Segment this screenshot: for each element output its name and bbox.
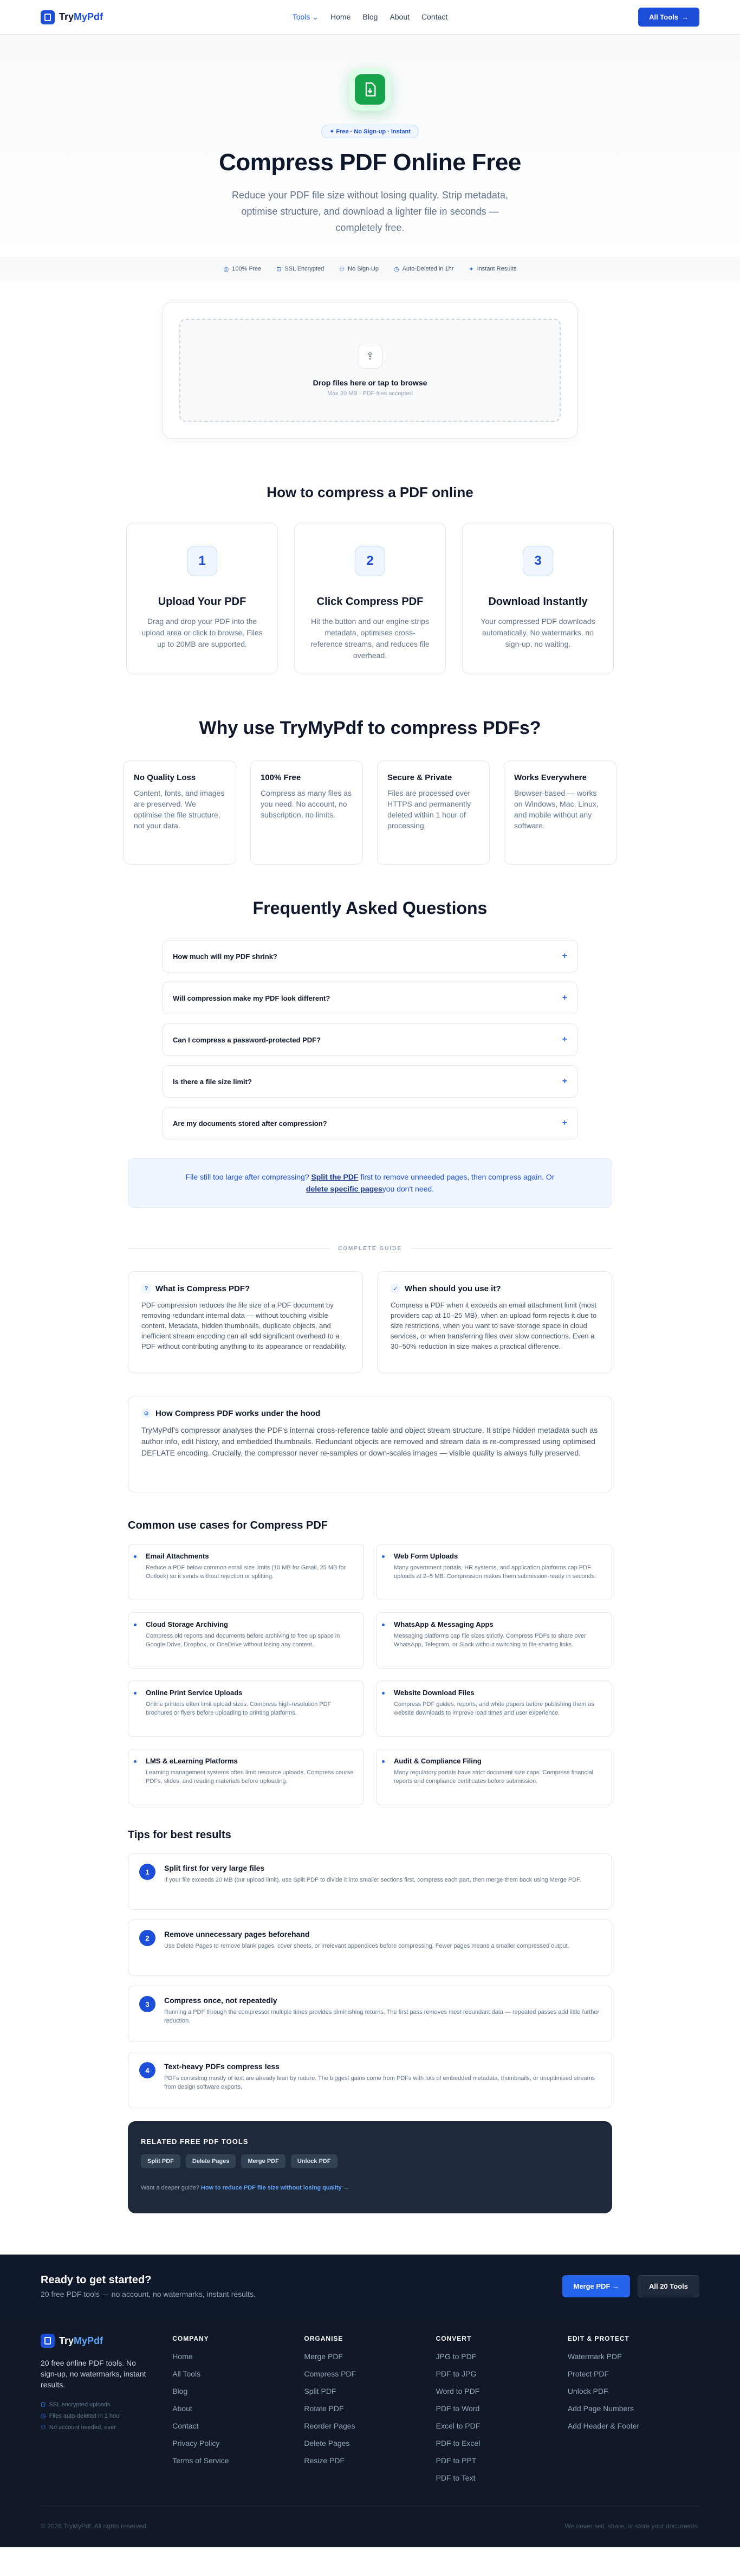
feature-card	[377, 761, 490, 865]
logo-text: TryMyPdf	[59, 11, 103, 22]
guide-label: COMPLETE GUIDE	[128, 1246, 612, 1252]
related-chips	[141, 2154, 599, 2168]
plus-icon: +	[562, 951, 567, 961]
plus-icon: +	[562, 1035, 567, 1044]
split-pdf-link[interactable]: Split the PDF	[311, 1173, 359, 1181]
question-icon: ?	[141, 1284, 151, 1293]
arrow-right-icon: →	[681, 13, 689, 21]
compress-pdf-icon	[349, 68, 391, 111]
dropzone-title: Drop files here or tap to browse	[313, 378, 427, 387]
clock-icon: ◷	[41, 2413, 46, 2419]
logo-icon	[41, 10, 55, 24]
footer-col-edit: EDIT & PROTECT Watermark PDF Protect PDF Unlock PDF Add Page Numbers Add Header & Footer	[568, 2334, 699, 2491]
tip-card: 2 Remove unnecessary pages beforehand Use Delete Pages to remove blank pages, cover sheets, or irrelevant appendices before compressing. Fewer pages means a smaller compressed output.	[128, 1920, 612, 1976]
faq-title: Frequently Asked Questions	[252, 898, 488, 918]
site-logo[interactable]	[41, 10, 103, 24]
use-case-card: Online Print Service Uploads Online printers often limit upload sizes. Compress high-resolution PDF brochures or flyers before uploading to printing platforms.	[128, 1680, 364, 1737]
tip-number: 1	[139, 1864, 155, 1880]
footer-link[interactable]: Terms of Service	[172, 2456, 229, 2465]
faq-item[interactable]: Is there a file size limit? +	[163, 1065, 577, 1098]
footer-link[interactable]: PDF to PPT	[436, 2456, 477, 2465]
faq-item[interactable]: Will compression make my PDF look different? +	[163, 982, 577, 1014]
footer-link[interactable]: Blog	[172, 2387, 188, 2395]
feature-title: Secure & Private	[387, 773, 452, 782]
features	[0, 761, 740, 865]
tips-list	[128, 1853, 612, 2108]
guide-columns	[128, 1271, 612, 1373]
merge-pdf-button[interactable]: Merge PDF →	[562, 2275, 630, 2297]
dropzone-hint: Max 20 MB · PDF files accepted	[327, 390, 413, 397]
gear-icon: ⚙	[141, 1408, 151, 1418]
when-card: ✓ When should you use it? Compress a PDF when it exceeds an email attachment limit (most providers cap at 10–25 MB), when an upload form rejects it due to size restrictions, when you want to save storage space in cloud services, or when transferring files over slow connections. Even a 30–50% reduction in size makes a practical difference.	[377, 1271, 612, 1373]
footer-link[interactable]: Delete Pages	[304, 2439, 350, 2448]
file-dropzone[interactable]	[179, 319, 561, 422]
hero	[0, 35, 740, 257]
use-case-card: LMS & eLearning Platforms Learning management systems often limit resource uploads. Compress course PDFs, slides, and reading materials before uploading.	[128, 1749, 364, 1805]
check-icon: ◎	[223, 266, 229, 273]
use-cases	[128, 1544, 612, 1805]
faq-list	[163, 940, 577, 1139]
lock-icon: ⊡	[276, 266, 282, 273]
step-text: Drag and drop your PDF into the upload area or click to browse. Files up to 20MB are supported.	[141, 617, 263, 648]
use-case-card: Email Attachments Reduce a PDF below common email size limits (10 MB for Gmail, 25 MB for Outlook) so it sends without rejection or splitting.	[128, 1544, 364, 1600]
feature-title: Works Everywhere	[514, 773, 587, 782]
use-case-card: WhatsApp & Messaging Apps Messaging platforms cap file sizes strictly. Compress PDFs to share over WhatsApp, Telegram, or Slack without switching to file-sharing links.	[376, 1612, 612, 1669]
trust-instant: ✦ Instant Results	[469, 266, 517, 273]
footer-link[interactable]: PDF to Word	[436, 2404, 480, 2413]
bolt-icon: ✦	[469, 266, 474, 273]
footer-link[interactable]: Excel to PDF	[436, 2422, 481, 2430]
feature-card	[124, 761, 236, 865]
faq-item[interactable]: Are my documents stored after compression? +	[163, 1107, 577, 1139]
footer-link[interactable]: Rotate PDF	[304, 2404, 344, 2413]
step-number: 2	[355, 546, 385, 576]
footer-link[interactable]: PDF to JPG	[436, 2369, 477, 2378]
copyright: © 2026 TryMyPdf. All rights reserved.	[41, 2522, 148, 2530]
footer-link[interactable]: Split PDF	[304, 2387, 336, 2395]
feature-text: Compress as many files as you need. No account, no subscription, no limits.	[261, 789, 352, 819]
step-number: 3	[523, 546, 553, 576]
tip-number: 4	[139, 2062, 155, 2078]
plus-icon: +	[562, 993, 567, 1002]
footer-link[interactable]: Resize PDF	[304, 2456, 345, 2465]
user-icon: ⚇	[339, 266, 345, 273]
hero-subtitle: Reduce your PDF file size without losing quality. Strip metadata, optimise structure, and download a lighter file in seconds — completely free.	[232, 190, 508, 233]
feature-title: No Quality Loss	[134, 773, 196, 782]
footer-link[interactable]: Privacy Policy	[172, 2439, 220, 2448]
trust-signup: ⚇ No Sign-Up	[339, 266, 379, 273]
footer-link[interactable]: Watermark PDF	[567, 2352, 622, 2361]
privacy-note: We never sell, share, or store your documents.	[564, 2522, 699, 2530]
delete-pages-link[interactable]: delete specific pages	[306, 1184, 382, 1193]
related-title: RELATED FREE PDF TOOLS	[141, 2137, 249, 2146]
plus-icon: +	[562, 1077, 567, 1086]
steps	[0, 523, 740, 674]
feature-text: Content, fonts, and images are preserved. We optimise the file structure, not your data.	[134, 789, 225, 830]
tip-card: 4 Text-heavy PDFs compress less PDFs consisting mostly of text are already lean by nature. The biggest gains come from PDFs with lots of embedded metadata, thumbnails, or unoptimised streams from design software exports.	[128, 2052, 612, 2108]
check-icon: ✓	[391, 1284, 400, 1293]
step-title: Click Compress PDF	[316, 596, 424, 608]
cta-banner	[0, 2255, 740, 2317]
tip-card: 3 Compress once, not repeatedly Running a PDF through the compressor multiple times provides diminishing returns. The first pass removes most redundant data — repeated passes add little further reduction.	[128, 1986, 612, 2042]
footer-link[interactable]: PDF to Text	[436, 2474, 476, 2482]
why-title: Why use TryMyPdf to compress PDFs?	[199, 718, 541, 738]
footer-link[interactable]: All Tools	[172, 2369, 201, 2378]
nav-tools[interactable]: Tools ⌄	[292, 12, 319, 21]
footer-link[interactable]: Add Header & Footer	[567, 2422, 640, 2430]
feature-text: Browser-based — works on Windows, Mac, Linux, and mobile without any software.	[514, 789, 599, 830]
chip-split-pdf[interactable]: Split PDF	[141, 2154, 180, 2168]
nav-home[interactable]: Home	[330, 12, 351, 21]
step-title: Download Instantly	[488, 596, 588, 608]
footer-link[interactable]: Word to PDF	[436, 2387, 480, 2395]
use-case-card: Audit & Compliance Filing Many regulatory portals have strict document size caps. Compress financial reports and compliance certificates before submission.	[376, 1749, 612, 1805]
footer-link[interactable]: About	[172, 2404, 192, 2413]
site-header	[0, 0, 740, 35]
trust-ssl: ⊡ SSL Encrypted	[276, 266, 324, 273]
chip-delete-pages[interactable]: Delete Pages	[186, 2154, 236, 2168]
page-title: Compress PDF Online Free	[219, 149, 521, 176]
step-card	[294, 523, 446, 674]
footer-link[interactable]: Contact	[172, 2422, 199, 2430]
related-tools: RELATED FREE PDF TOOLS Split PDF Delete Pages Merge PDF Unlock PDF Want a deeper guide? How to reduce PDF file size without losing quality →	[128, 2121, 612, 2213]
trust-free: ◎ 100% Free	[223, 266, 262, 273]
step-text: Your compressed PDF downloads automatically. No watermarks, no sign-up, no waiting.	[481, 617, 595, 648]
clock-icon: ◷	[393, 266, 399, 273]
chip-unlock-pdf[interactable]: Unlock PDF	[291, 2154, 337, 2168]
footer-link[interactable]: Unlock PDF	[567, 2387, 608, 2395]
nav-contact[interactable]: Contact	[421, 12, 448, 21]
main-nav	[293, 12, 448, 22]
footer-link[interactable]: Merge PDF	[304, 2352, 343, 2361]
step-card	[462, 523, 614, 674]
cta-title: Ready to get started?	[41, 2274, 152, 2286]
faq-item[interactable]: How much will my PDF shrink? +	[163, 940, 577, 973]
site-footer	[0, 2317, 740, 2547]
footer-link[interactable]: Compress PDF	[304, 2369, 356, 2378]
footer-logo[interactable]: TryMyPdf	[41, 2334, 172, 2348]
tip-number: 2	[139, 1930, 155, 1946]
trust-deleted: ◷ Auto-Deleted in 1hr	[393, 266, 454, 273]
trust-bar	[0, 257, 740, 280]
plus-icon: +	[562, 1118, 567, 1128]
upload-icon: ⇪	[358, 344, 382, 369]
step-text: Hit the button and our engine strips metadata, optimises cross-reference streams, and reduces file overhead.	[310, 617, 430, 660]
cta-subtitle: 20 free PDF tools — no account, no watermarks, instant results.	[41, 2289, 256, 2298]
all-tools-cta-button[interactable]: All 20 Tools	[638, 2275, 699, 2297]
footer-badges: ⊡ SSL encrypted uploads ◷ Files auto-deleted in 1 hour ⚇ No account needed, ever	[41, 2401, 121, 2431]
faq-item[interactable]: Can I compress a password-protected PDF? +	[163, 1023, 577, 1056]
chip-merge-pdf[interactable]: Merge PDF	[241, 2154, 285, 2168]
footer-bottom	[41, 2506, 699, 2530]
step-title: Upload Your PDF	[158, 596, 246, 608]
footer-col-organise: ORGANISE Merge PDF Compress PDF Split PDF Rotate PDF Reorder Pages Delete Pages Resize PDF	[304, 2334, 436, 2491]
deeper-guide-link[interactable]: How to reduce PDF file size without losing quality →	[200, 2185, 349, 2191]
feature-card	[250, 761, 363, 865]
footer-link[interactable]: PDF to Excel	[436, 2439, 481, 2448]
what-card: ? What is Compress PDF? PDF compression reduces the file size of a PDF document by removing redundant internal data — without touching visible content. Metadata, hidden thumbnails, duplicate objects, and inefficient stream encoding can all add significant overhead to a PDF without contributing anything to its appearance or readability.	[128, 1271, 363, 1373]
footer-description: 20 free online PDF tools. No sign-up, no watermarks, instant results.	[41, 2359, 146, 2389]
under-the-hood-card: ⚙ How Compress PDF works under the hood TryMyPdf's compressor analyses the PDF's internal cross-reference table and object stream structure. It strips hidden metadata such as author info, edit history, and embedded thumbnails. Redundant objects are removed and stream data is re-compressed using optimised DEFLATE encoding. Crucially, the compressor never re-samples or down-scales images — visible quality is always fully preserved.	[128, 1396, 612, 1492]
step-card	[126, 523, 278, 674]
user-icon: ⚇	[41, 2424, 46, 2431]
nav-blog[interactable]: Blog	[362, 12, 378, 21]
chevron-down-icon: ⌄	[312, 12, 319, 21]
footer-link[interactable]: JPG to PDF	[436, 2352, 477, 2361]
footer-link[interactable]: Reorder Pages	[304, 2422, 355, 2430]
all-tools-button[interactable]: All Tools →	[638, 8, 699, 27]
feature-card	[504, 761, 616, 865]
tip-card: 1 Split first for very large files If your file exceeds 20 MB (our upload limit), use Split PDF to divide it into smaller sections first, compress each part, then merge them back using Merge PDF.	[128, 1853, 612, 1910]
how-title: How to compress a PDF online	[267, 484, 473, 500]
footer-link[interactable]: Home	[172, 2352, 193, 2361]
footer-col-company: COMPANY Home All Tools Blog About Contact Privacy Policy Terms of Service	[172, 2334, 304, 2491]
use-case-card: Cloud Storage Archiving Compress old reports and documents before archiving to free up space in Google Drive, Dropbox, or OneDrive without losing any content.	[128, 1612, 364, 1669]
tips-title: Tips for best results	[128, 1829, 231, 1841]
feature-text: Files are processed over HTTPS and permanently deleted within 1 hour of processing.	[387, 789, 471, 830]
footer-link[interactable]: Protect PDF	[567, 2369, 609, 2378]
lock-icon: ⊡	[41, 2401, 46, 2408]
split-callout: File still too large after compressing? Split the PDF first to remove unneeded pages, then compress again. Or delete specific pagesyou don't need.	[128, 1158, 612, 1208]
step-number: 1	[187, 546, 217, 576]
use-case-card: Website Download Files Compress PDF guides, reports, and white papers before publishing them as website downloads to improve load times and user experience.	[376, 1680, 612, 1737]
footer-col-convert: CONVERT JPG to PDF PDF to JPG Word to PDF PDF to Word Excel to PDF PDF to Excel PDF to PPT PDF to Text	[436, 2334, 568, 2491]
nav-about[interactable]: About	[390, 12, 410, 21]
logo-icon	[41, 2334, 55, 2348]
footer-link[interactable]: Add Page Numbers	[567, 2404, 634, 2413]
use-case-card: Web Form Uploads Many government portals, HR systems, and application platforms cap PDF uploads at 2–5 MB. Compression makes them submission-ready in seconds.	[376, 1544, 612, 1600]
upload-card	[163, 302, 577, 439]
feature-title: 100% Free	[261, 773, 301, 782]
uses-title: Common use cases for Compress PDF	[128, 1519, 328, 1531]
hero-pill: ✦ Free · No Sign-up · Instant	[321, 125, 419, 138]
tip-number: 3	[139, 1996, 155, 2012]
